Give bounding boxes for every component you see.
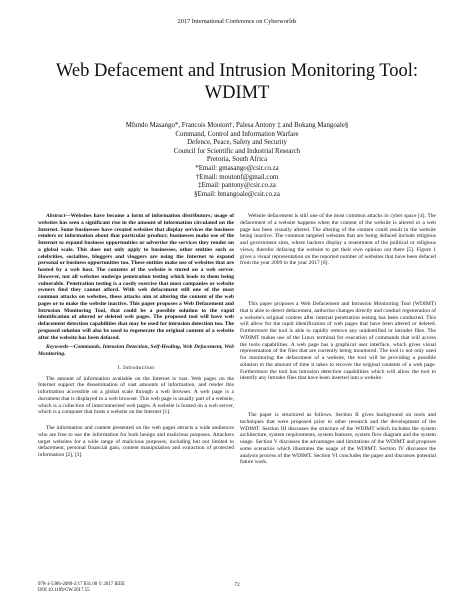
body-paragraph-2: This paper proposes a Web Defacement and Intrusion Monitoring Tool (WDIMT) that is able to detect defacement, authorize changes directly and conduct regeneration of a website's original content after internal penetration testing has been conducted. This will allow for the rapid identification of web pages that have been altered or deleted. Furthermore the tool is able to rapidly remove any unidentified or intruder files. The WDIMT makes use of the Linux terminal for execution of commands that will access the tools capabilities. A web page has a graphical user interface, which gives visual representation of the files that are currently being monitored. The tool is not only used for monitoring the defacement of a website, the tool will be providing a possible solution to the amount of time it takes to recover the original contents of a web page. Furthermore the tool has intrusion detection capabilities which will allow the tool to identify any intruder files that have been inserted into a website. — [240, 301, 436, 382]
affiliation-line: Command, Control and Information Warfare — [175, 130, 299, 138]
left-column — [38, 213, 234, 459]
isbn-line: 978-1-5386-2089-2/17 $31.00 © 2017 IEEE — [38, 582, 125, 587]
section-heading-introduction: I. Introduction — [117, 364, 155, 371]
affiliation-line: Pretoria, South Africa — [206, 156, 268, 164]
author-block — [30, 122, 444, 199]
keywords — [38, 344, 234, 358]
keywords-label: Keywords — [46, 344, 69, 351]
page-number: 72 — [234, 582, 240, 588]
body-paragraph-3: The paper is structured as follows. Section II gives background on tools and techniques that were proposed prior to other research and the development of the WDIMT. Section III discusses the structure of the WDIMT which includes the system architecture, system requirements, system features, system flow diagram and the system usage. Section V discusses the advantages and limitations of the WDIMT and proposes some scenarios which illustrates the usage of the WDIMT. Section IV discusses the analysis process of the WDIMT. Section VI concludes the paper and discusses potential future work. — [240, 412, 436, 466]
paper-title — [30, 60, 444, 104]
affiliation-line: Defence, Peace, Safety and Security — [187, 139, 287, 147]
author-email: *Email: gmasango@csir.co.za — [195, 164, 279, 172]
author-email: §Email: bmangoale@csir.co.za — [194, 190, 280, 198]
author-email: ‡Email: pantony@csir.co.za — [198, 182, 276, 190]
body-paragraph-1: Website defacement is still one of the most common attacks in cyber space [4]. The defacement of a website happens when the content of the website is altered or a web page has been visually altered. The altering of the content could result in the website being inactive. The common targeted websites that are being defaced include religious and government sites, where hackers display a resentment of the political or religious views, therefor defacing the website to get their own opinion out there [5]. Figure 1 gives a visual representation on the reported number of websites that have been defaced from the year 2009 to the year 2017 [6]. — [240, 213, 436, 267]
author-email: †Email: moutonf@gmail.com — [195, 173, 279, 181]
doi-line: DOI 10.1109/CW.2017.55 — [38, 588, 90, 594]
abstract-label: Abstract — [46, 213, 66, 219]
affiliation-line: Council for Scientific and Industrial Research — [173, 147, 301, 155]
intro-paragraph-2: The information and content presented on the web pages attracts a wide audiences who are free to use the information for both benign and malicious purposes. Attackers target websites for a wide range of malicious purposes, including but not limited to defacement, personal financial gain, content manipulation and extraction of protected information [2], [3]. — [38, 425, 234, 458]
right-column — [240, 213, 436, 466]
abstract — [38, 213, 234, 341]
abstract-text: —Websites have become a form of information distributors; usage of websites has seen a significant rise in the amount of information circulated on the Internet. Some businesses have created websites that display services the business renders or information about that particular product; businesses make use of the Internet to expand business opportunities or advertise the services they render on a global scale. This does not only apply to businesses, other entities such as celebrities, socialites, bloggers and vloggers are using the Internet to expand personal or business opportunities too. These entities make use of websites that are hosted by a web host. The contents of the website is stored on a web server. However, not all websites undergo penetration testing which leads to them being vulnerable. Penetration testing is a costly exercise that most companies or website owners find they cannot afford. With web defacement still one of the most common attacks on websites, these attacks aim at altering the content of the web pages or to make the website inactive. This paper proposes a Web Defacement and Intrusion Monitoring Tool, that could be a possible solution to the rapid identification of altered or deleted web pages. The proposed tool will have web defacement detection capabilities that may be used for intrusion detection too. The proposed solution will also be used to regenerate the original content of a website after the website has been defaced. — [38, 213, 234, 341]
keywords-text: —Commands, Intrusion Detection, Self-Healing, Web Defacement, Web Monitoring. — [38, 344, 234, 357]
title-line-1: Web Defacement and Intrusion Monitoring Tool: — [55, 61, 419, 81]
conference-header: 2017 International Conference on Cyberworlds — [177, 18, 297, 25]
author-names: Mfundo Masango*, Francois Mouton†, Palesa Antony ‡ and Bokang Mangoale§ — [125, 122, 349, 129]
title-line-2: WDIMT — [204, 83, 270, 103]
intro-paragraph-1: The amount of information available on the Internet is vast. Web pages on the Internet support the dissemination of vast amounts of information, and render this information accessible on a global scale through a web browser. A web page is a document that is displayed in a web browser. This web page is usually part of a website, which is a collection of interconnected web pages. A website is hosted on a web server, which is a computer that hosts a website on the Internet [1]. — [38, 375, 234, 416]
